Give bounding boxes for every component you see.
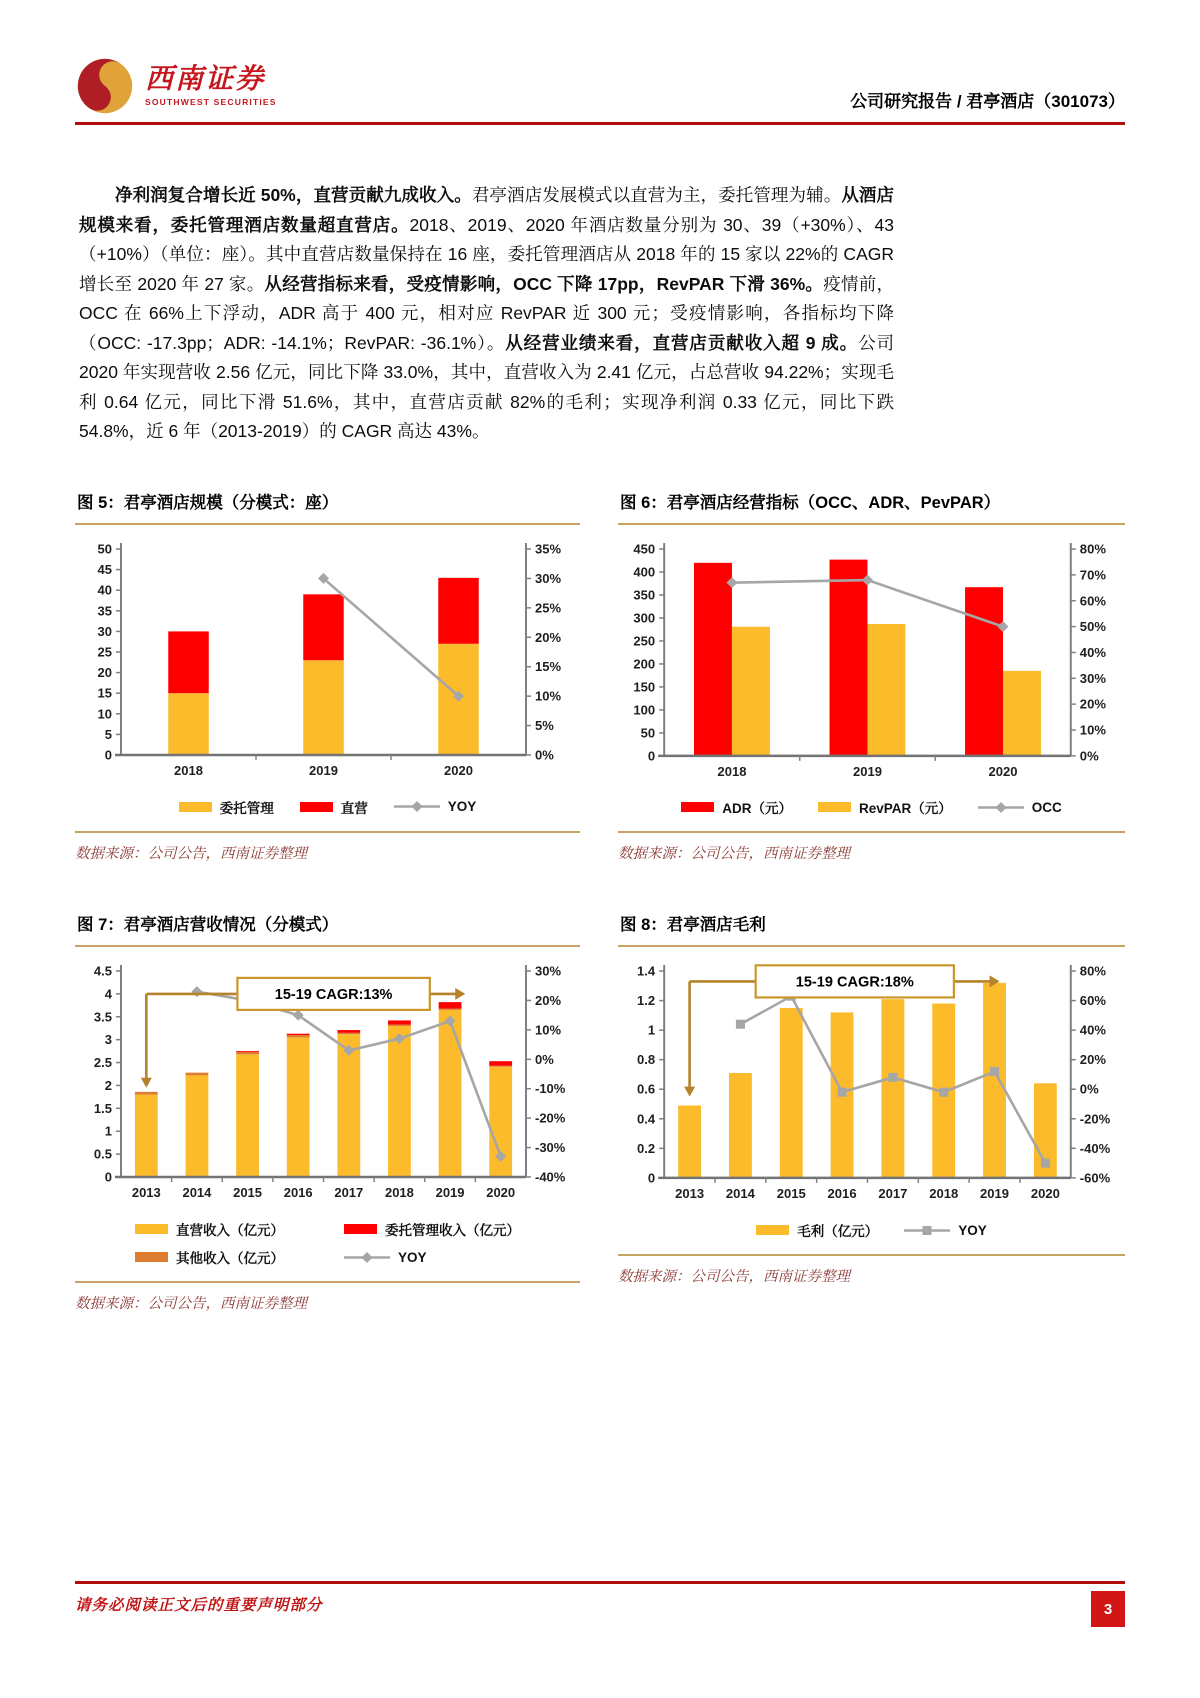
legend-label: YOY (447, 799, 477, 814)
header-divider (75, 122, 1125, 125)
legend-bar-swatch (300, 802, 333, 812)
legend-label: 委托管理 (219, 800, 274, 816)
figure-grid (75, 483, 1125, 1314)
svg-text:2017: 2017 (878, 1186, 908, 1202)
body-text: 2018、2019、2020 年酒店数量分别为 30、39（+30%）、43（+10%）（单位：座）。其中直营店数量保持在 16 座，委托管理酒店从 2018 年的 15 家以 22%的 CAGR 增长至 2020 年 27 家。 (79, 214, 894, 294)
legend-label: RevPAR（元） (858, 801, 952, 817)
svg-text:300: 300 (633, 610, 656, 626)
figure-8-chart (618, 957, 1125, 1210)
figure-8-title-rule (618, 945, 1125, 947)
svg-text:0%: 0% (1079, 1082, 1099, 1098)
svg-text:15: 15 (97, 685, 112, 701)
figure-6-legend (618, 797, 1125, 817)
svg-text:10: 10 (97, 705, 112, 721)
svg-text:50%: 50% (1079, 618, 1106, 634)
svg-text:15-19 CAGR:13%: 15-19 CAGR:13% (274, 987, 393, 1004)
report-title: 公司研究报告 / 君亭酒店（301073） (850, 92, 1125, 111)
legend-line-swatch (978, 801, 1024, 814)
svg-text:10%: 10% (535, 1022, 562, 1038)
legend-line-swatch (394, 800, 440, 813)
legend-item (904, 1220, 987, 1240)
svg-text:2018: 2018 (929, 1186, 959, 1202)
svg-text:80%: 80% (1079, 541, 1106, 557)
svg-text:30%: 30% (535, 963, 562, 979)
svg-text:4: 4 (104, 986, 112, 1002)
svg-text:450: 450 (633, 541, 656, 557)
svg-text:40%: 40% (1079, 644, 1106, 660)
svg-text:5%: 5% (535, 717, 554, 733)
svg-text:0.4: 0.4 (637, 1111, 656, 1127)
figure-7 (75, 905, 580, 1313)
body-text: 公司 2020 年实现营收 2.56 亿元，同比下降 33.0%，其中，直营收入为 2.41 亿元，占总营收 94.22%；实现毛利 0.64 亿元，同比下滑 51.6%，其中，直营店贡献 82%的毛利；实现净利润 0.33 亿元，同比下跌 54.8%，近 6 年（2013-2019）的 CAGR 高达 43%。 (79, 332, 894, 441)
svg-text:2014: 2014 (725, 1186, 755, 1202)
svg-text:15-19 CAGR:18%: 15-19 CAGR:18% (795, 974, 914, 991)
company-logo (75, 56, 277, 116)
emphasis-text: 从酒店规模来看，委托管理酒店数量超直营店。 (79, 185, 895, 235)
legend-label: 直营 (340, 800, 368, 816)
legend-item (394, 797, 477, 817)
svg-text:2015: 2015 (233, 1185, 263, 1201)
svg-text:35: 35 (97, 602, 112, 618)
svg-text:40: 40 (97, 582, 112, 598)
page-footer (75, 1581, 1125, 1627)
svg-text:0: 0 (647, 1170, 656, 1186)
svg-text:2019: 2019 (980, 1186, 1010, 1202)
svg-text:2016: 2016 (827, 1186, 857, 1202)
svg-text:2013: 2013 (131, 1185, 161, 1201)
figure-8-title: 图 8：君亭酒店毛利 (620, 916, 766, 935)
legend-item (300, 797, 368, 817)
figure-8-source: 数据来源：公司公告，西南证券整理 (618, 1269, 850, 1286)
svg-text:0%: 0% (535, 747, 554, 762)
svg-text:2013: 2013 (675, 1186, 705, 1202)
svg-text:10%: 10% (535, 688, 562, 704)
svg-text:40%: 40% (1079, 1023, 1106, 1039)
figure-5 (75, 483, 580, 864)
figure-5-source: 数据来源：公司公告，西南证券整理 (75, 845, 307, 862)
svg-text:1.4: 1.4 (637, 964, 656, 980)
figure-7-chart (75, 957, 580, 1209)
svg-text:20: 20 (97, 664, 112, 680)
svg-text:-30%: -30% (535, 1140, 566, 1156)
svg-text:-20%: -20% (1079, 1111, 1111, 1127)
svg-text:0.5: 0.5 (93, 1147, 112, 1163)
legend-bar-swatch (135, 1252, 168, 1262)
svg-text:20%: 20% (1079, 1052, 1106, 1068)
legend-label: YOY (958, 1222, 987, 1238)
legend-label: 毛利（亿元） (797, 1224, 879, 1240)
svg-text:2020: 2020 (1030, 1186, 1060, 1202)
svg-text:1.5: 1.5 (93, 1101, 112, 1117)
legend-item (756, 1220, 878, 1240)
svg-text:0: 0 (104, 747, 112, 762)
svg-text:0.2: 0.2 (637, 1141, 656, 1157)
svg-text:2015: 2015 (776, 1186, 806, 1202)
emphasis-text: 从经营业绩来看，直营店贡献收入超 9 成。 (505, 332, 859, 353)
svg-text:25%: 25% (535, 599, 562, 615)
legend-label: 直营收入（亿元） (176, 1223, 284, 1239)
figure-5-title: 图 5：君亭酒店规模（分模式：座） (77, 493, 339, 512)
svg-text:-20%: -20% (535, 1111, 566, 1127)
svg-text:-60%: -60% (1079, 1170, 1111, 1186)
svg-text:35%: 35% (535, 541, 562, 556)
logo-text (145, 63, 277, 107)
svg-text:50: 50 (97, 541, 112, 556)
legend-item (978, 797, 1062, 817)
svg-text:2018: 2018 (717, 763, 747, 779)
svg-text:0%: 0% (1079, 747, 1099, 763)
figure-6-title: 图 6：君亭酒店经营指标（OCC、ADR、PevPAR） (620, 493, 1001, 512)
svg-text:5: 5 (104, 726, 112, 742)
svg-text:-40%: -40% (535, 1169, 566, 1185)
svg-text:45: 45 (97, 561, 112, 577)
legend-label: YOY (398, 1249, 427, 1265)
svg-text:0: 0 (104, 1169, 112, 1185)
legend-bar-swatch (756, 1225, 789, 1235)
legend-item (135, 1219, 284, 1239)
svg-text:2019: 2019 (852, 763, 882, 779)
svg-text:80%: 80% (1079, 964, 1106, 980)
svg-text:2017: 2017 (334, 1185, 364, 1201)
svg-text:20%: 20% (1079, 696, 1106, 712)
svg-text:20%: 20% (535, 629, 562, 645)
figure-6 (618, 483, 1125, 864)
body-text: 君亭酒店发展模式以直营为主，委托管理为辅。 (471, 185, 842, 205)
svg-text:150: 150 (633, 678, 656, 694)
figure-5-chart (75, 535, 580, 787)
svg-text:50: 50 (640, 724, 656, 740)
svg-text:10%: 10% (1079, 722, 1106, 738)
logo-icon (75, 56, 135, 116)
legend-bar-swatch (344, 1224, 377, 1234)
legend-line-swatch (344, 1251, 390, 1264)
figure-7-title-rule (75, 945, 580, 947)
logo-chinese-name: 西南证券 (145, 63, 266, 95)
page-number: 3 (1091, 1591, 1125, 1627)
page-header (75, 0, 1125, 116)
svg-text:1: 1 (104, 1124, 112, 1140)
legend-label: 委托管理收入（亿元） (385, 1223, 520, 1239)
legend-item (344, 1247, 520, 1267)
legend-bar-swatch (681, 802, 714, 812)
legend-item (681, 797, 792, 817)
svg-text:100: 100 (633, 701, 656, 717)
figure-7-title: 图 7：君亭酒店营收情况（分模式） (77, 916, 339, 935)
figure-6-title-rule (618, 523, 1125, 525)
body-paragraph (79, 181, 894, 447)
svg-text:3: 3 (104, 1032, 112, 1048)
svg-text:200: 200 (633, 655, 656, 671)
figure-7-source: 数据来源：公司公告，西南证券整理 (75, 1296, 307, 1313)
svg-text:2019: 2019 (309, 762, 338, 778)
svg-text:3.5: 3.5 (93, 1009, 112, 1025)
svg-text:2014: 2014 (182, 1185, 212, 1201)
svg-text:2.5: 2.5 (93, 1055, 112, 1071)
svg-text:350: 350 (633, 587, 656, 603)
figure-5-title-rule (75, 523, 580, 525)
footer-disclaimer: 请务必阅读正文后的重要声明部分 (75, 1597, 323, 1614)
svg-text:60%: 60% (1079, 993, 1106, 1009)
svg-text:60%: 60% (1079, 592, 1106, 608)
svg-text:0: 0 (647, 747, 656, 763)
svg-text:70%: 70% (1079, 566, 1106, 582)
svg-text:250: 250 (633, 632, 656, 648)
logo-english-name: SOUTHWEST SECURITIES (145, 96, 277, 107)
legend-item (818, 797, 952, 817)
figure-6-chart (618, 535, 1125, 788)
legend-label: 其他收入（亿元） (176, 1251, 284, 1267)
svg-text:2018: 2018 (174, 762, 203, 778)
svg-text:1: 1 (647, 1023, 656, 1039)
svg-text:2018: 2018 (384, 1185, 414, 1201)
legend-item (135, 1247, 284, 1267)
svg-text:25: 25 (97, 644, 112, 659)
legend-bar-swatch (179, 802, 212, 812)
svg-text:400: 400 (633, 564, 656, 580)
legend-item (179, 797, 274, 817)
svg-text:30%: 30% (1079, 670, 1106, 686)
emphasis-text: 净利润复合增长近 50%，直营贡献九成收入。 (115, 185, 472, 205)
figure-6-source: 数据来源：公司公告，西南证券整理 (618, 846, 850, 863)
svg-text:2020: 2020 (486, 1185, 516, 1201)
emphasis-text: 从经营指标来看，受疫情影响，OCC 下降 17pp，RevPAR 下滑 36%。 (264, 273, 824, 294)
svg-text:-10%: -10% (535, 1081, 566, 1097)
svg-text:2019: 2019 (435, 1185, 465, 1201)
svg-text:2020: 2020 (988, 763, 1018, 779)
svg-text:1.2: 1.2 (637, 993, 656, 1009)
svg-text:30: 30 (97, 623, 112, 639)
legend-label: ADR（元） (722, 801, 792, 817)
footer-divider (75, 1581, 1125, 1584)
svg-text:0.8: 0.8 (637, 1052, 656, 1068)
body-text: 疫情前，OCC 在 66%上下浮动，ADR 高于 400 元，相对应 RevPAR 近 300 元；受疫情影响，各指标均下降（OCC: -17.3pp；ADR: -14.1%；RevPAR: -36.1%）。 (79, 273, 894, 353)
figure-7-legend (75, 1219, 580, 1267)
svg-text:0.6: 0.6 (637, 1082, 656, 1098)
figure-8-legend (618, 1220, 1125, 1240)
svg-text:30%: 30% (535, 570, 562, 586)
legend-bar-swatch (818, 802, 851, 812)
svg-text:15%: 15% (535, 658, 562, 674)
svg-text:2020: 2020 (444, 762, 473, 778)
svg-text:-40%: -40% (1079, 1141, 1111, 1157)
svg-text:2016: 2016 (283, 1185, 313, 1201)
legend-line-swatch (904, 1224, 950, 1237)
legend-bar-swatch (135, 1224, 168, 1234)
svg-text:20%: 20% (535, 993, 562, 1009)
legend-item (344, 1219, 520, 1239)
legend-label: OCC (1031, 799, 1062, 815)
svg-text:2: 2 (104, 1078, 112, 1094)
svg-text:0%: 0% (535, 1052, 554, 1068)
svg-text:4.5: 4.5 (93, 963, 112, 979)
figure-8 (618, 905, 1125, 1313)
figure-5-legend (75, 797, 580, 817)
